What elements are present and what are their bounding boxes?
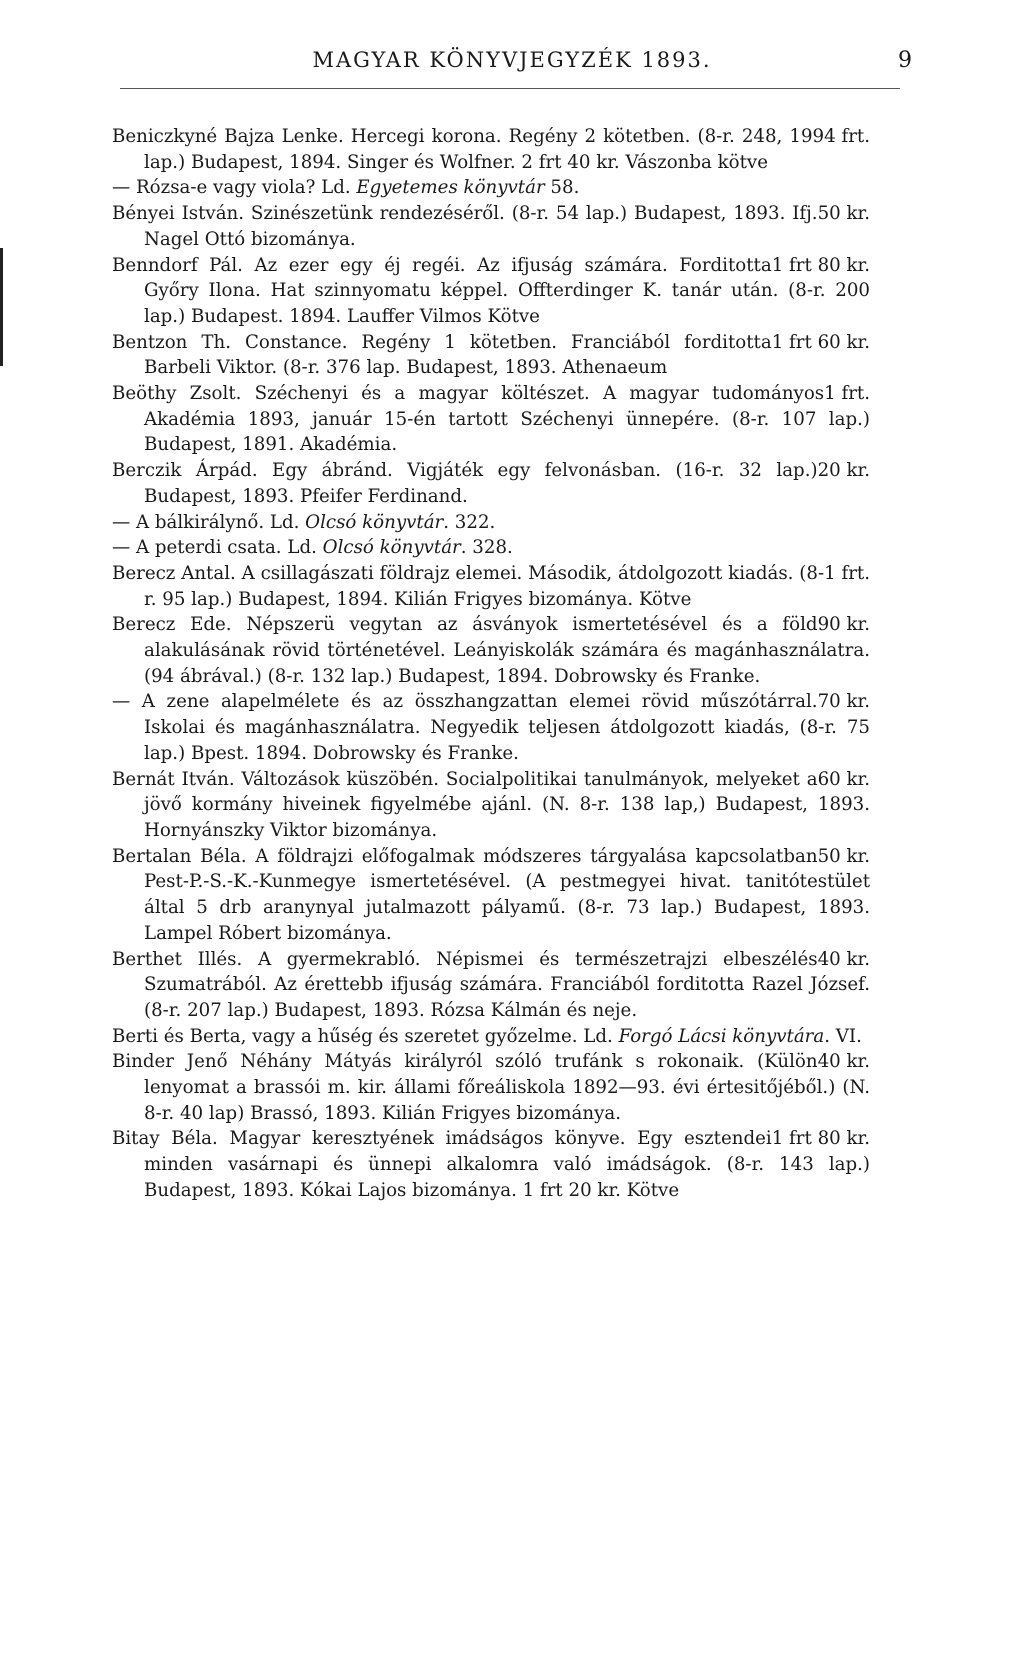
entry-price: 20 kr. — [817, 460, 870, 482]
entry-text: Bertalan Béla. A földrajzi előfogalmak módszeres tárgyalása kapcsolatban Pest-P.-S.-K.-Kunmegye ismertetésével. (A pestmegyei hivat. tanitótestület által 5 drb aranynyal jutalmazott pályamű. (8-r. 73 lap.) Budapest, 1893. Lampel Róbert bizománya. — [112, 845, 870, 944]
entry-text: Bentzon Th. Constance. Regény 1 kötetben. Franciából forditotta Barbeli Viktor. (8-r. 376 lap. Budapest, 1893. Athenaeum — [112, 331, 772, 379]
entry-text: Benndorf Pál. Az ezer egy éj regéi. Az ifjuság számára. Forditotta Győry Ilona. Hat szinnyomatu képpel. Offterdinger K. tanár után. (8-r. 200 lap.) Budapest. 1894. Lauffer Vilmos Kötve — [112, 254, 870, 327]
catalog-entry — [112, 844, 870, 947]
catalog-entry — [112, 1024, 870, 1050]
series-title: Olcsó könyvtár — [322, 537, 461, 559]
entry-price: 90 kr. — [817, 614, 870, 636]
entry-text: Berecz Antal. A csillagászati földrajz elemei. Második, átdolgozott kiadás. (8-r. 95 lap.) Budapest, 1894. Kilián Frigyes bizománya. Kötve — [112, 562, 825, 610]
catalog-entry — [112, 689, 870, 766]
header-rule — [120, 88, 900, 89]
catalog-entry — [112, 175, 870, 201]
catalog-entry — [112, 535, 870, 561]
entry-text: Berczik Árpád. Egy ábránd. Vigjáték egy felvonásban. (16-r. 32 lap.) Budapest, 1893. Pfeifer Ferdinand. — [112, 460, 818, 507]
entry-text: Binder Jenő Néhány Mátyás királyról szóló trufánk s rokonaik. (Külön lenyomat a brassói m. kir. állami főreáliskola 1892—93. évi értesitőjéből.) (N. 8-r. 40 lap) Brassó, 1893. Kilián Frigyes bizománya. — [112, 1051, 870, 1124]
page-number: 9 — [898, 48, 912, 73]
entry-text: Berecz Ede. Népszerü vegytan az ásványok ismertetésével és a föld alakulásának rövid történetével. Leányiskolák számára és magánhasználatra. (94 ábrával.) (8-r. 132 lap.) Budapest, 1894. Dobrowsky és Franke. — [112, 614, 870, 687]
series-title: Olcsó könyvtár — [305, 511, 444, 533]
entry-text-tail: . 328. — [460, 537, 513, 559]
entry-price: 4 frt. — [824, 126, 870, 147]
entry-price: 50 kr. — [817, 845, 870, 867]
catalog-entry — [112, 458, 870, 509]
catalog-entry — [112, 561, 870, 612]
series-title: Egyetemes könyvtár — [356, 177, 545, 199]
catalog-entry — [112, 253, 870, 330]
entry-price: 70 kr. — [817, 691, 870, 713]
entry-text: — Rózsa-e vagy viola? Ld. — [112, 177, 357, 199]
catalog-entry — [112, 767, 870, 844]
catalog-entry — [112, 124, 870, 175]
entry-price: 1 frt. — [824, 562, 870, 584]
catalog-entry — [112, 330, 870, 381]
catalog-entry — [112, 1126, 870, 1203]
entry-price: 60 kr. — [817, 768, 870, 790]
running-title: MAGYAR KÖNYVJEGYZÉK 1893. — [312, 48, 712, 72]
entry-price: 1 frt 60 kr. — [771, 331, 870, 353]
entry-price: 1 frt 80 kr. — [771, 1128, 870, 1150]
series-title: Forgó Lácsi könyvtára — [618, 1025, 825, 1047]
page-header — [112, 48, 912, 78]
catalog-entry — [112, 612, 870, 689]
entry-text: Beniczkyné Bajza Lenke. Hercegi korona. Regény 2 kötetben. (8-r. 248, 199 lap.) Budapest, 1894. Singer és Wolfner. 2 frt 40 kr. Vászonba kötve — [112, 126, 825, 173]
entry-text: Berthet Illés. A gyermekrabló. Népismei és természetrajzi elbeszélés Szumatrából. Az érettebb ifjuság számára. Franciából forditotta Razel József. (8-r. 207 lap.) Budapest, 1893. Rózsa Kálmán és neje. — [112, 948, 870, 1021]
entry-text: Berti és Berta, vagy a hűség és szeretet győzelme. Ld. — [112, 1025, 619, 1047]
entry-text: Bényei István. Szinészetünk rendezéséről. (8-r. 54 lap.) Budapest, 1893. Ifj. Nagel Ottó bizománya. — [112, 203, 818, 250]
entry-text-tail: . VI. — [824, 1025, 862, 1047]
catalog-entry — [112, 947, 870, 1024]
entry-text-tail: 58. — [544, 177, 580, 199]
entry-text: Bernát Itván. Változások küszöbén. Socialpolitikai tanulmányok, melyeket a jövő kormány hiveinek figyelmébe ajánl. (N. 8-r. 138 lap,) Budapest, 1893. Hornyánszky Viktor bizománya. — [112, 768, 870, 841]
catalog-entry — [112, 201, 870, 252]
entry-price: 50 kr. — [817, 203, 870, 225]
catalog-entry — [112, 1049, 870, 1126]
entry-price: 40 kr. — [817, 948, 870, 970]
entry-text: — A zene alapelmélete és az összhangzattan elemei rövid műszótárral. Iskolai és magánhasználatra. Negyedik teljesen átdolgozott kiadás, (8-r. 75 lap.) Bpest. 1894. Dobrowsky és Franke. — [112, 691, 870, 764]
catalog-entry — [112, 510, 870, 536]
entry-text: Beöthy Zsolt. Széchenyi és a magyar költészet. A magyar tudományos Akadémia 1893, január 15-én tartott Széchenyi ünnepére. (8-r. 107 lap.) Budapest, 1891. Akadémia. — [112, 383, 870, 456]
entry-text: — A bálkirálynő. Ld. — [112, 511, 306, 533]
entry-text-tail: . 322. — [443, 511, 496, 533]
entry-text: Bitay Béla. Magyar keresztyének imádságos könyve. Egy esztendei minden vasárnapi és ünnepi alkalomra való imádságok. (8-r. 143 lap.) Budapest, 1893. Kókai Lajos bizománya. 1 frt 20 kr. Kötve — [112, 1128, 870, 1201]
entry-price: 1 frt 80 kr. — [771, 254, 870, 276]
entry-text: — A peterdi csata. Ld. — [112, 537, 323, 559]
entry-price: 40 kr. — [817, 1051, 870, 1073]
entry-price: 1 frt. — [824, 383, 870, 405]
margin-mark — [0, 248, 3, 366]
catalog-entry — [112, 381, 870, 458]
entries-list — [112, 124, 870, 1204]
